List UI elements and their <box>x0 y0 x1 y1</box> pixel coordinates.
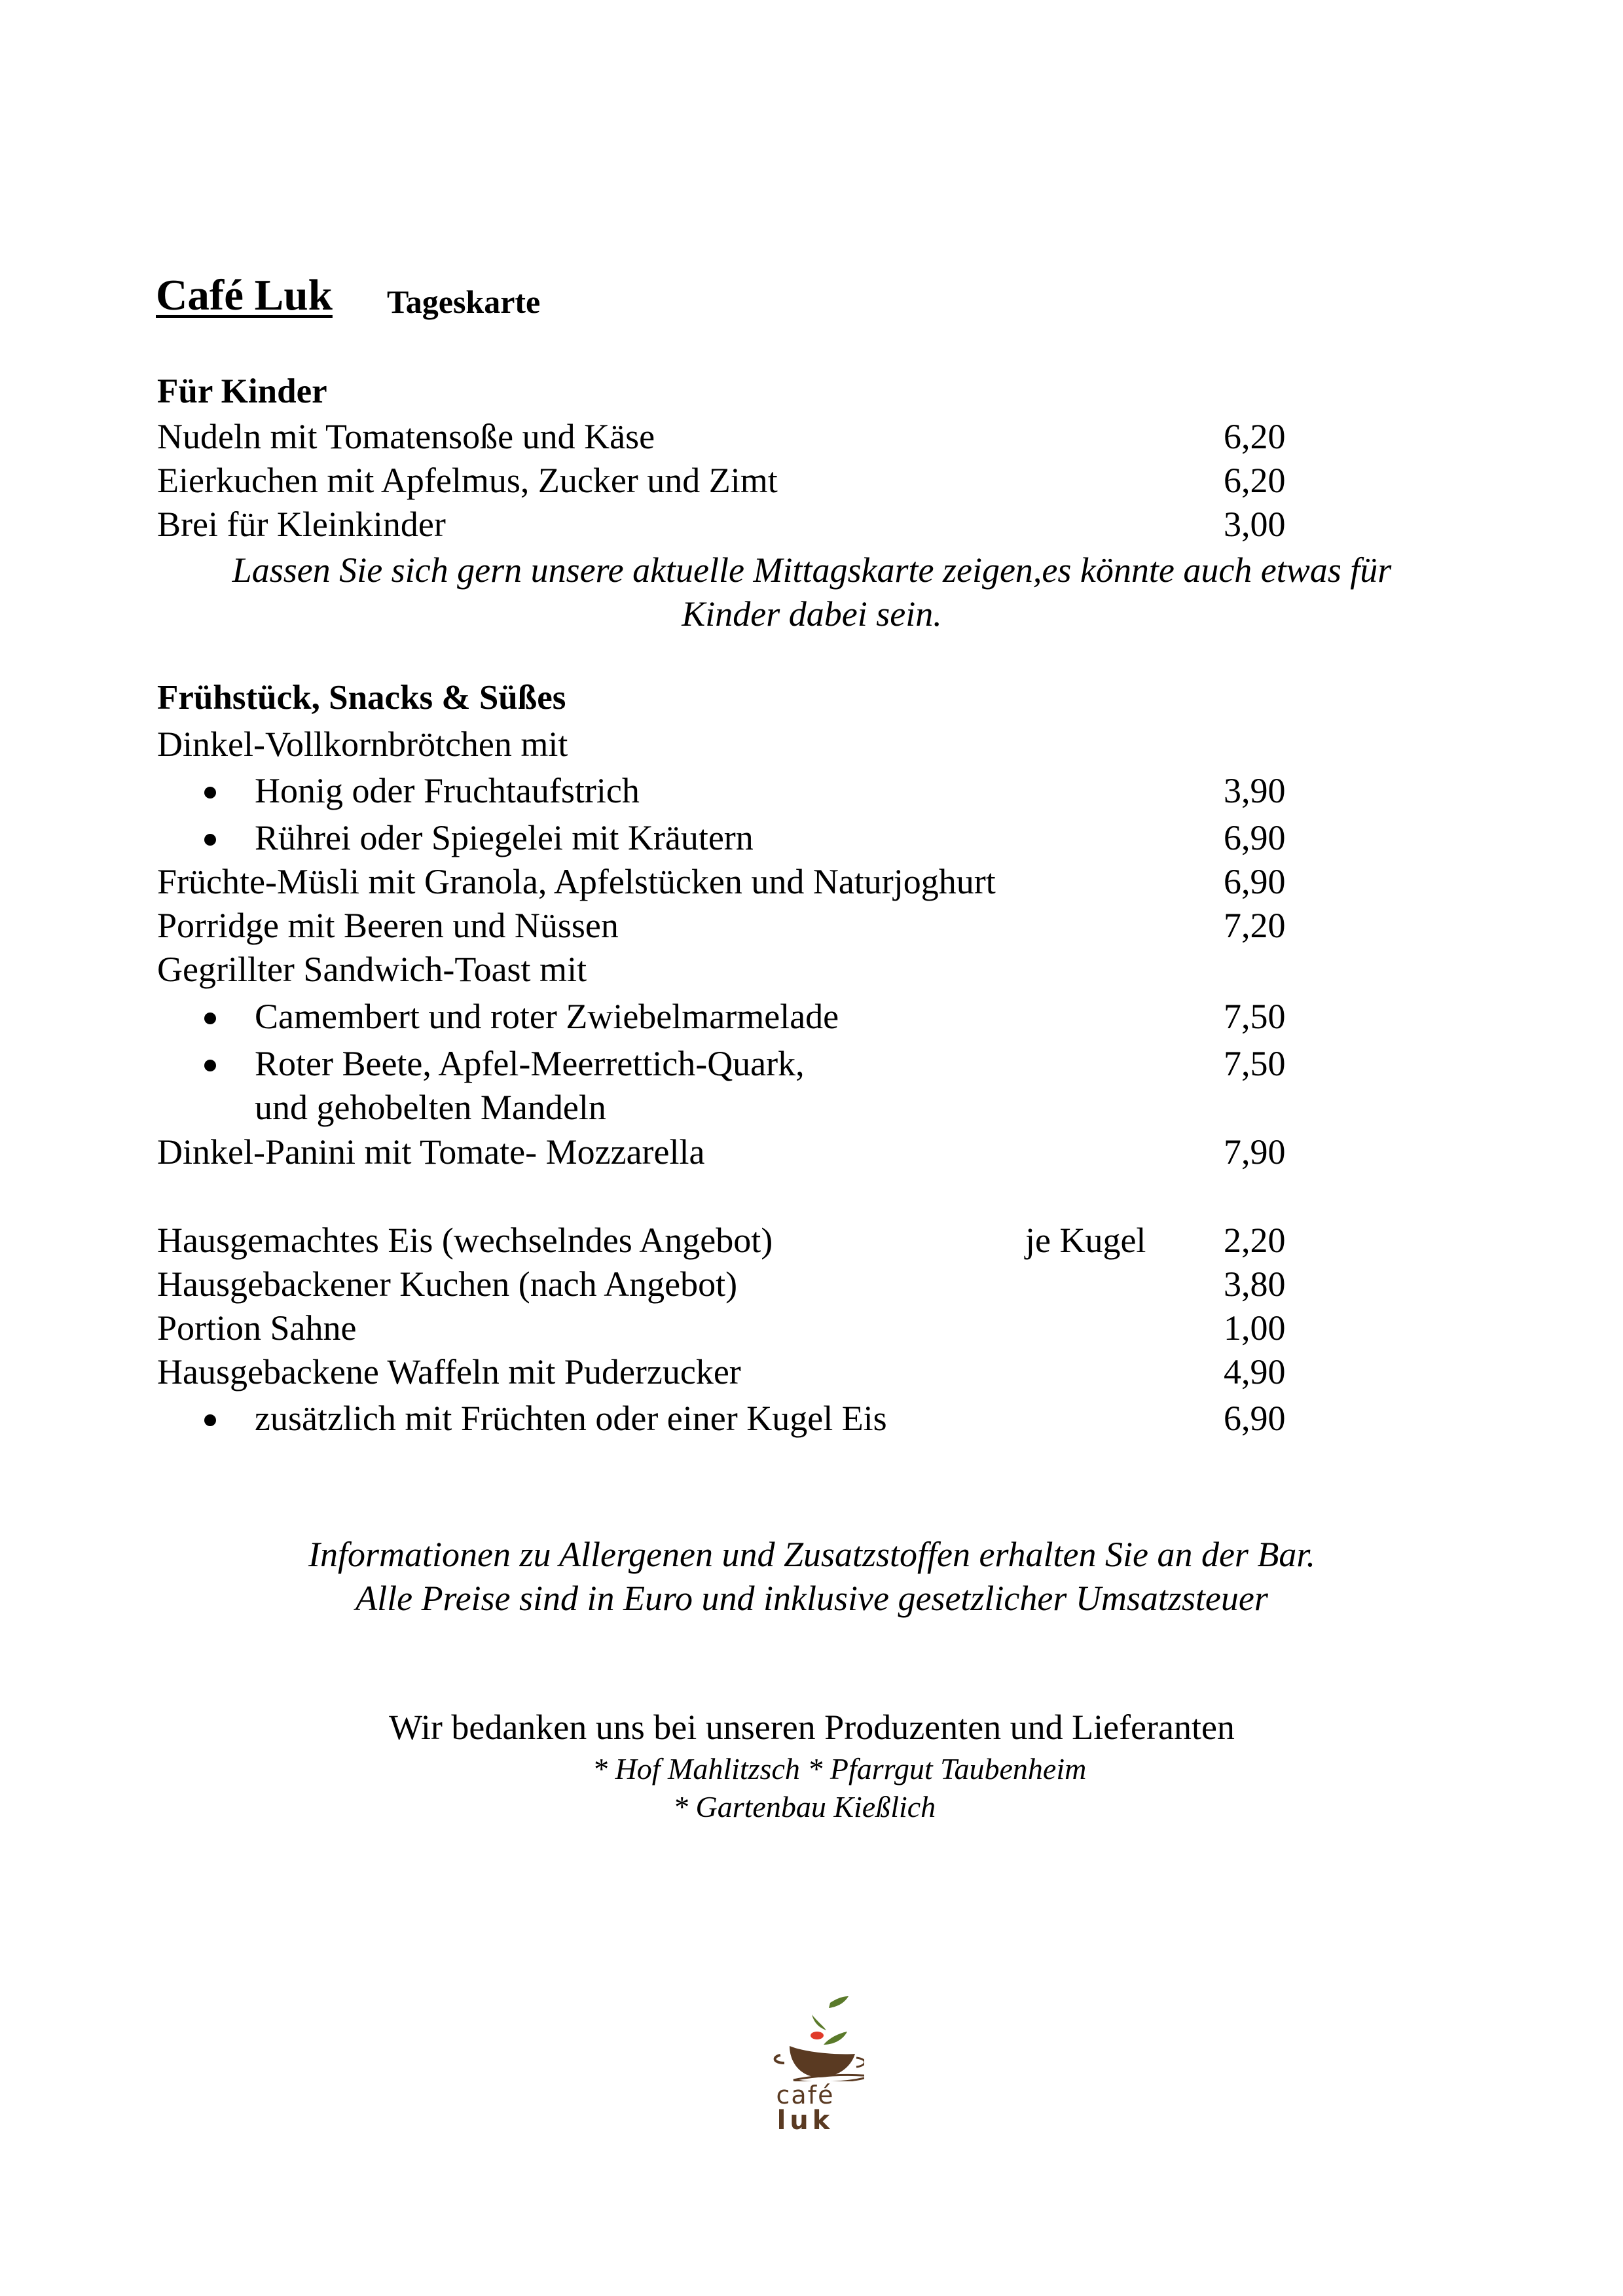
logo-text-cafe: café <box>776 2081 835 2109</box>
menu-item <box>0 1134 1623 1178</box>
menu-item-price: 3,90 <box>1224 771 1286 810</box>
menu-subtitle: Tageskarte <box>387 283 541 320</box>
price-info: Alle Preise sind in Euro und inklusive gesetzlicher Umsatzsteuer <box>356 1579 1268 1618</box>
menu-item-price: 3,80 <box>1224 1265 1286 1304</box>
allergen-info: Informationen zu Allergenen und Zusatzstoffen erhalten Sie an der Bar. <box>308 1535 1315 1574</box>
menu-item-label: Honig oder Fruchtaufstrich <box>255 771 640 810</box>
menu-item <box>0 1354 1623 1398</box>
menu-item <box>0 864 1623 908</box>
menu-item-bullet <box>0 1046 1623 1090</box>
menu-item <box>0 1266 1623 1310</box>
menu-item-label: Rührei oder Spiegelei mit Kräutern <box>255 818 754 857</box>
logo-text-luk: luk <box>776 2106 834 2136</box>
menu-item-label: Brei für Kleinkinder <box>157 505 446 544</box>
menu-item <box>0 507 1623 550</box>
menu-item-price: 2,20 <box>1224 1221 1286 1260</box>
menu-item-price: 4,90 <box>1224 1352 1286 1391</box>
menu-item-label: Dinkel-Vollkornbrötchen mit <box>157 725 568 764</box>
menu-item-label: Gegrillter Sandwich-Toast mit <box>157 950 587 989</box>
kinder-note <box>79 548 1545 636</box>
menu-item-label: Nudeln mit Tomatensoße und Käse <box>157 417 655 456</box>
menu-item-label: Dinkel-Panini mit Tomate- Mozzarella <box>157 1132 705 1172</box>
kinder-note-line2: Kinder dabei sein. <box>682 594 942 634</box>
menu-item <box>0 1223 1623 1266</box>
menu-item-label: Portion Sahne <box>157 1308 357 1348</box>
cafe-title: Café Luk <box>156 271 333 319</box>
menu-item-label: und gehobelten Mandeln <box>255 1088 606 1127</box>
menu-item-price: 6,90 <box>1224 1399 1286 1438</box>
cafe-luk-logo <box>746 1990 864 2134</box>
menu-item-bullet <box>0 820 1623 864</box>
menu-item-price: 1,00 <box>1224 1308 1286 1348</box>
menu-item <box>0 1310 1623 1354</box>
menu-item-price: 6,90 <box>1224 818 1286 857</box>
menu-item-bullet <box>0 999 1623 1043</box>
menu-item <box>0 419 1623 463</box>
menu-item-price: 3,00 <box>1224 505 1286 544</box>
menu-item-label: Porridge mit Beeren und Nüssen <box>157 906 619 945</box>
bullet-icon <box>204 1414 216 1426</box>
section-heading-kinder: Für Kinder <box>157 372 327 410</box>
menu-item <box>0 463 1623 507</box>
menu-item-price: 6,20 <box>1224 461 1286 500</box>
bullet-icon <box>204 787 216 798</box>
menu-item-price: 7,50 <box>1224 997 1286 1036</box>
menu-item-label: Eierkuchen mit Apfelmus, Zucker und Zimt <box>157 461 778 500</box>
menu-item-label: Hausgemachtes Eis (wechselndes Angebot) <box>157 1221 773 1260</box>
menu-item-price: 7,90 <box>1224 1132 1286 1172</box>
menu-group-label <box>0 952 1623 996</box>
menu-item-unit: je Kugel <box>1025 1221 1146 1260</box>
menu-item-price: 7,50 <box>1224 1044 1286 1083</box>
menu-item-bullet <box>0 1401 1623 1444</box>
menu-item-price: 7,20 <box>1224 906 1286 945</box>
suppliers-line-1: * Hof Mahlitzsch * Pfarrgut Taubenheim <box>593 1752 1087 1785</box>
menu-item-label: zusätzlich mit Früchten oder einer Kugel Eis <box>255 1399 887 1438</box>
menu-item-label: Hausgebackene Waffeln mit Puderzucker <box>157 1352 741 1391</box>
menu-item-label: Früchte-Müsli mit Granola, Apfelstücken und Naturjoghurt <box>157 862 996 901</box>
menu-item-price: 6,20 <box>1224 417 1286 456</box>
menu-item-label: Roter Beete, Apfel-Meerrettich-Quark, <box>255 1044 805 1083</box>
bullet-icon <box>204 834 216 846</box>
suppliers-line-2: * Gartenbau Kießlich <box>673 1790 936 1823</box>
bullet-icon <box>204 1060 216 1071</box>
thanks-text: Wir bedanken uns bei unseren Produzenten und Lieferanten <box>389 1708 1235 1747</box>
menu-group-label <box>0 726 1623 770</box>
bullet-icon <box>204 1013 216 1024</box>
menu-item-label: Camembert und roter Zwiebelmarmelade <box>255 997 839 1036</box>
menu-item-continuation <box>0 1090 1623 1134</box>
menu-item <box>0 908 1623 952</box>
menu-item-bullet <box>0 773 1623 817</box>
coffee-cup-leaves-icon <box>746 1990 864 2081</box>
info-notes <box>79 1533 1545 1621</box>
section-heading-fruehstueck: Frühstück, Snacks & Süßes <box>157 679 566 717</box>
kinder-note-line1: Lassen Sie sich gern unsere aktuelle Mittagskarte zeigen,es könnte auch etwas für <box>232 550 1392 590</box>
menu-item-label: Hausgebackener Kuchen (nach Angebot) <box>157 1265 738 1304</box>
menu-item-price: 6,90 <box>1224 862 1286 901</box>
